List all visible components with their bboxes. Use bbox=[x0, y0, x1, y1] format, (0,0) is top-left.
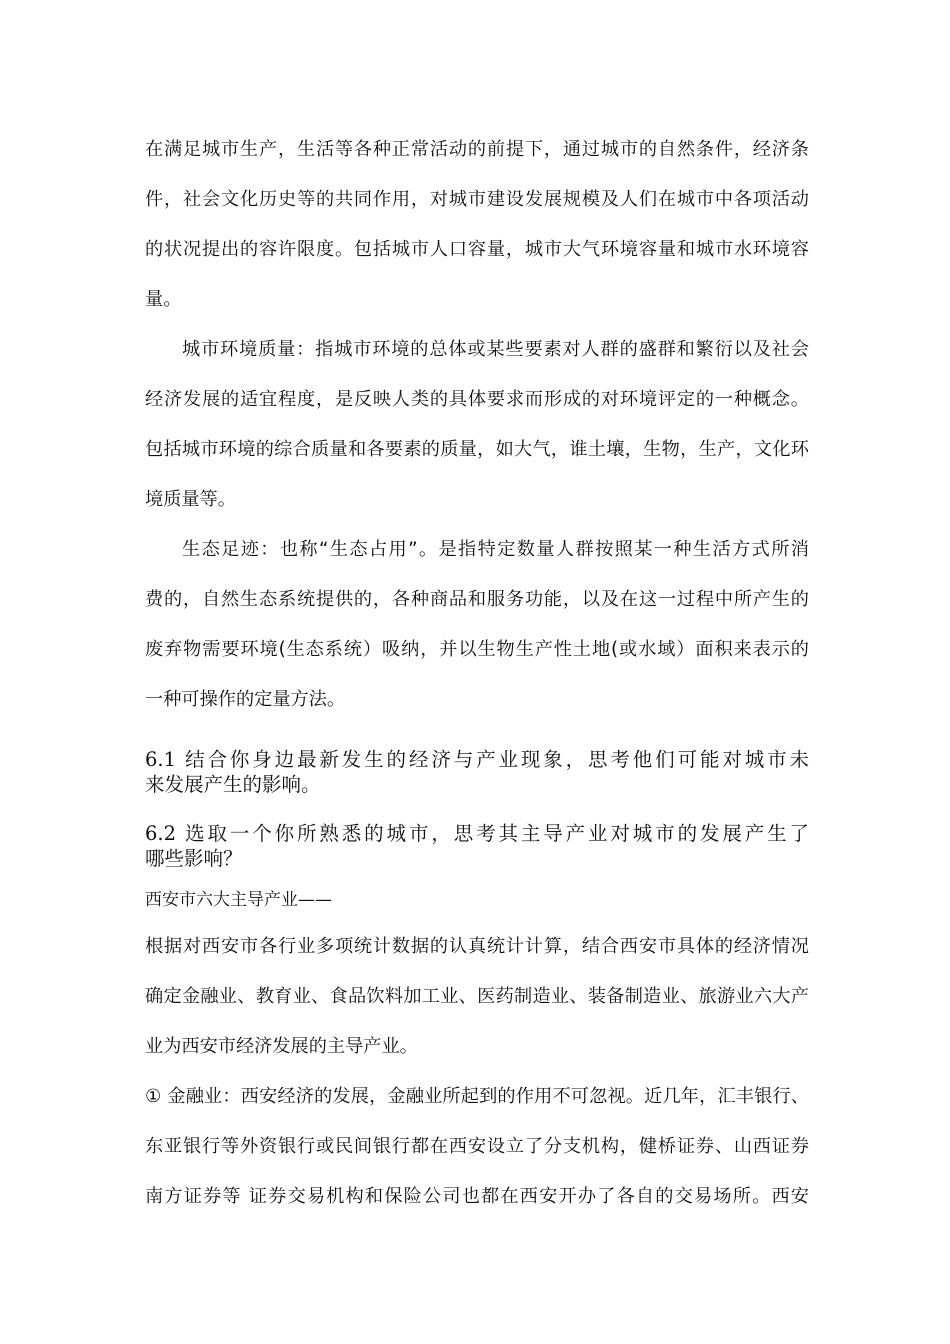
text-line: 经济发展的适宜程度，是反映人类的具体要求而形成的对环境评定的一种概念。 bbox=[145, 389, 809, 410]
text-line: 包括城市环境的综合质量和各要素的质量，如大气，谁土壤，生物，生产，文化环 bbox=[145, 439, 809, 460]
section-heading: 西安市六大主导产业—— bbox=[145, 890, 332, 910]
text-line: 业为西安市经济发展的主导产业。 bbox=[145, 1036, 418, 1057]
text-line: 6.1 结合你身边最新发生的经济与产业现象，思考他们可能对城市未 bbox=[145, 748, 809, 771]
text-line: 一种可操作的定量方法。 bbox=[145, 689, 346, 710]
text-line: 城市环境质量：指城市环境的总体或某些要素对人群的盛群和繁衍以及社会 bbox=[182, 339, 809, 360]
text-line: 生态足迹：也称“生态占用”。是指特定数量人群按照某一种生活方式所消 bbox=[182, 539, 809, 560]
text-line: 根据对西安市各行业多项统计数据的认真统计计算，结合西安市具体的经济情况 bbox=[145, 936, 809, 957]
text-line: 的状况提出的容许限度。包括城市人口容量，城市大气环境容量和城市水环境容 bbox=[145, 239, 809, 260]
text-line: ① 金融业：西安经济的发展，金融业所起到的作用不可忽视。近几年，汇丰银行、 bbox=[145, 1086, 809, 1107]
text-line: 东亚银行等外资银行或民间银行都在西安设立了分支机构，健桥证券、山西证券 bbox=[145, 1136, 809, 1157]
text-line: 6.2 选取一个你所熟悉的城市，思考其主导产业对城市的发展产生了 bbox=[145, 822, 809, 845]
text-line: 来发展产生的影响。 bbox=[145, 773, 321, 796]
text-line: 哪些影响？ bbox=[145, 847, 243, 870]
text-line: 在满足城市生产，生活等各种正常活动的前提下，通过城市的自然条件，经济条 bbox=[145, 139, 809, 160]
text-line: 量。 bbox=[145, 289, 182, 310]
text-line: 费的，自然生态系统提供的，各种商品和服务功能，以及在这一过程中所产生的 bbox=[145, 589, 809, 610]
text-line: 境质量等。 bbox=[145, 489, 236, 510]
text-line: 件，社会文化历史等的共同作用，对城市建设发展规模及人们在城市中各项活动 bbox=[145, 189, 809, 210]
text-line: 确定金融业、教育业、食品饮料加工业、医药制造业、装备制造业、旅游业六大产 bbox=[145, 986, 809, 1007]
text-line: 南方证券等 证券交易机构和保险公司也都在西安开办了各自的交易场所。西安 bbox=[145, 1186, 809, 1207]
text-line: 废弃物需要环境(生态系统）吸纳，并以生物生产性土地(或水域）面积来表示的 bbox=[145, 639, 809, 660]
